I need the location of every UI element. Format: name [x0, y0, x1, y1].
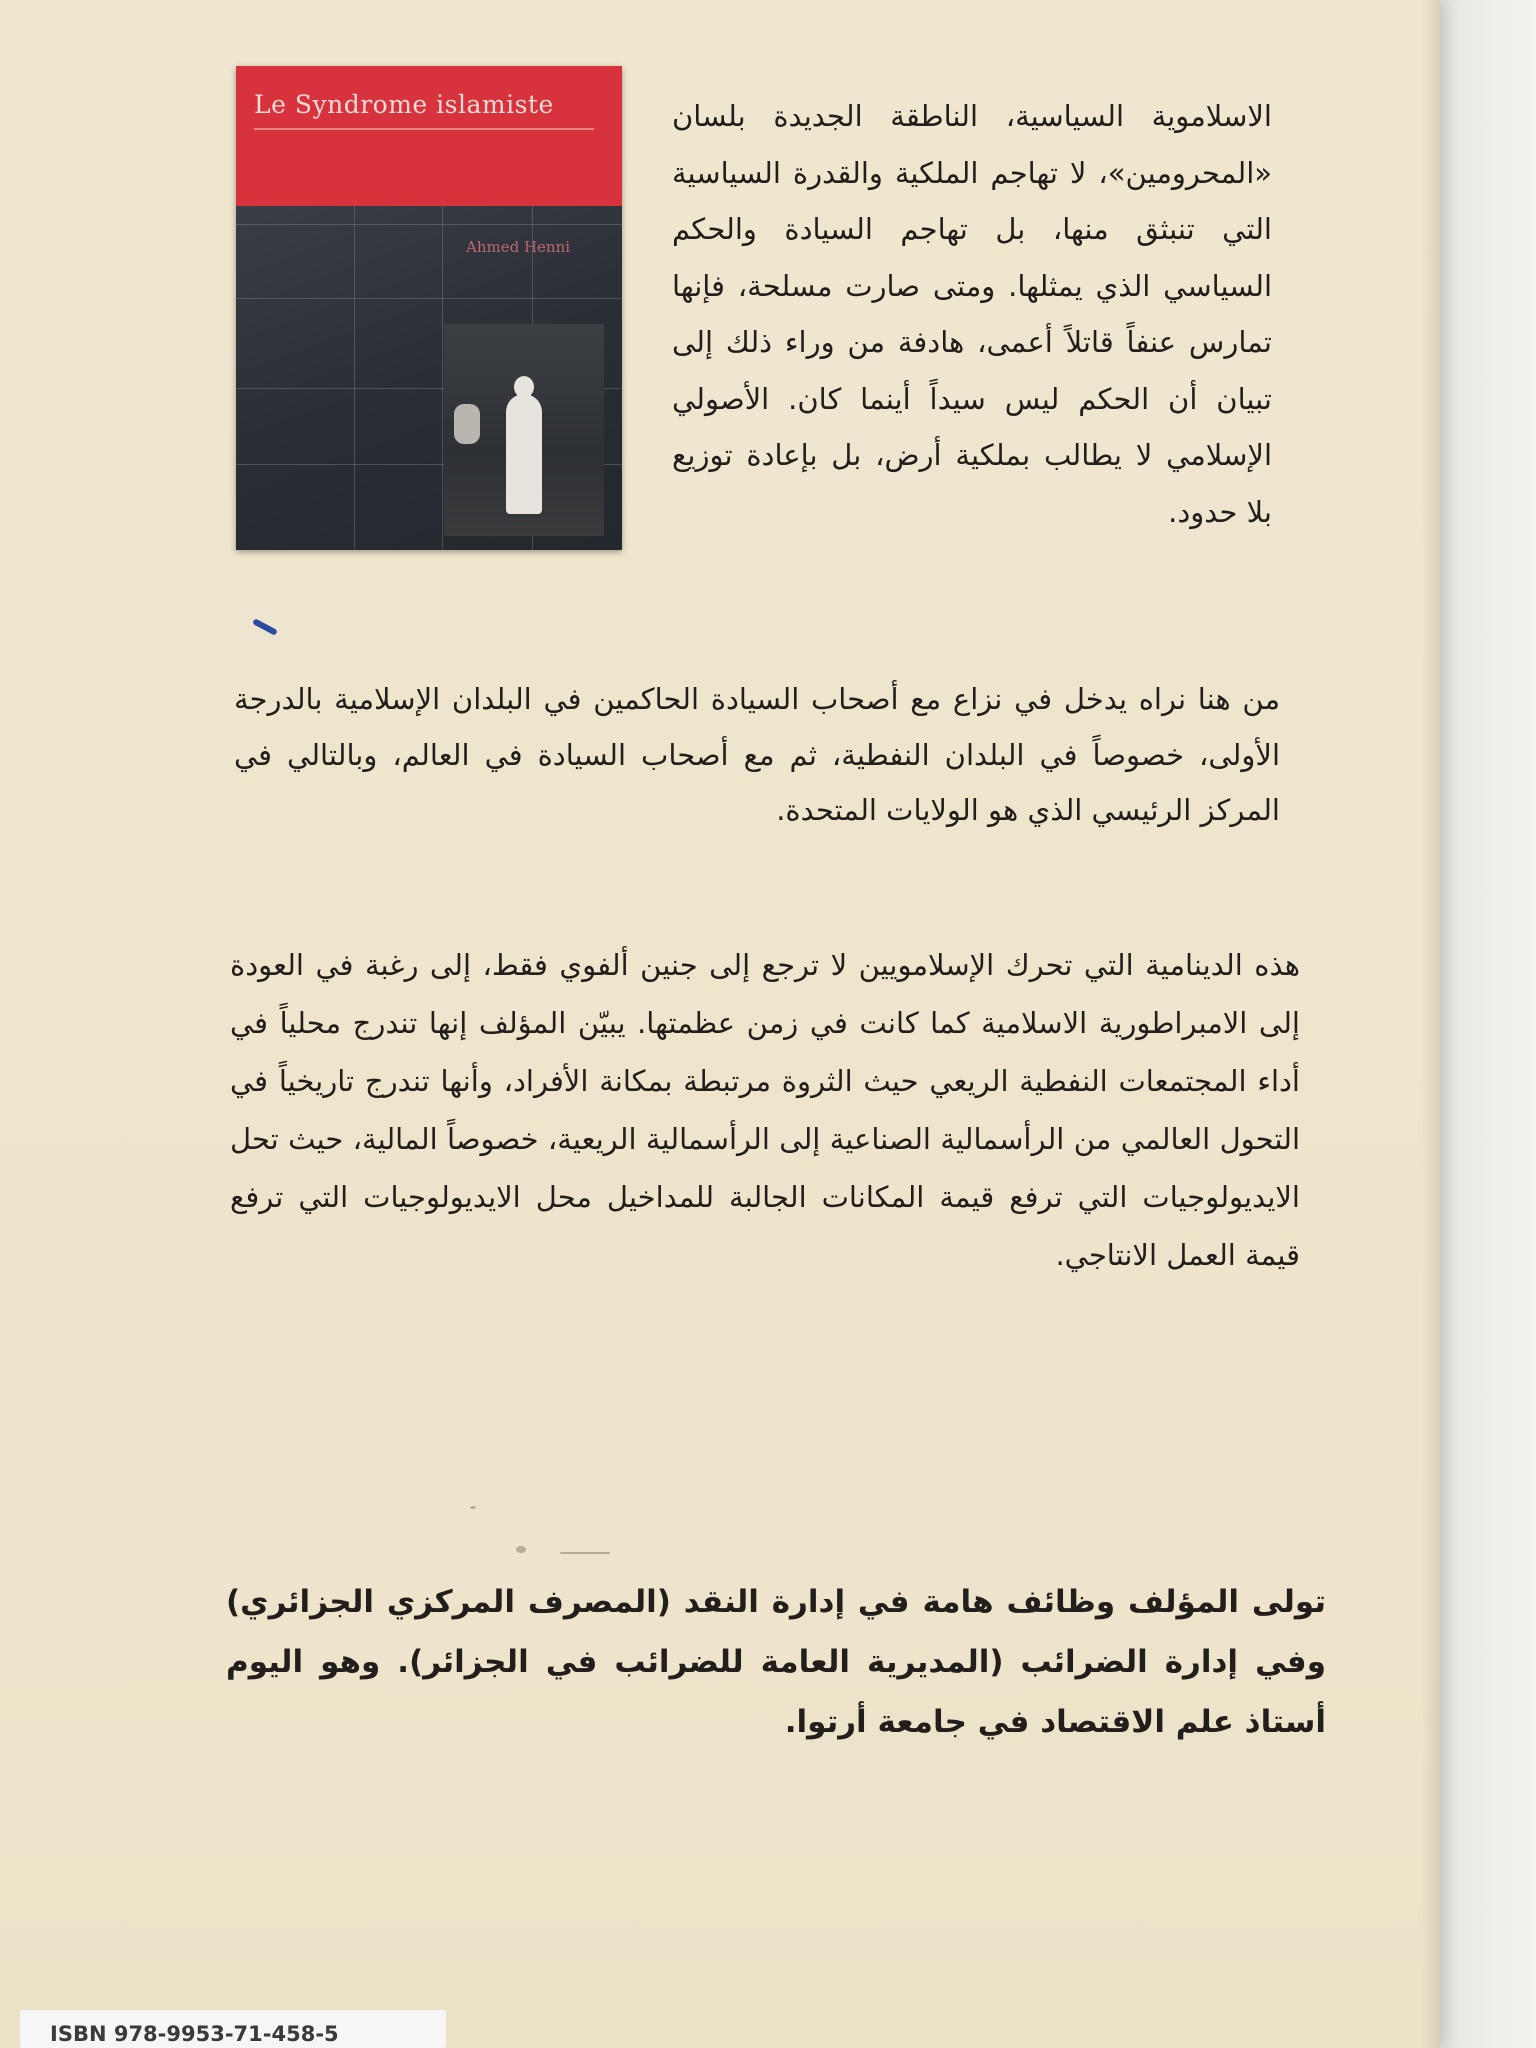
photo-figure-robed	[506, 394, 542, 514]
cover-photo	[444, 324, 604, 536]
blurb-paragraph-3: هذه الدينامية التي تحرك الإسلامويين لا ترجع إلى جنين ألفوي فقط، إلى رغبة في العودة إلى الامبراطورية الاسلامية كما كانت في زمن عظمتها. يبيّن المؤلف إنها تندرج محلياً في أداء المجتمعات النفطية الريعي حيث الثروة مرتبطة بمكانة الأفراد، وأنها تندرج تاريخياً في التحول العالمي من الرأسمالية الصناعية إلى الرأسمالية الريعية، خصوصاً المالية، حيث تحل الايديولوجيات التي ترفع قيمة المكانات الجالبة للمداخيل محل الايديولوجيات التي ترفع قيمة العمل الانتاجي.	[230, 948, 1300, 1272]
dust-speck	[470, 1506, 476, 1509]
cover-title: Le Syndrome islamiste	[254, 90, 554, 119]
ink-mark	[252, 618, 278, 636]
isbn-number: ISBN 978-9953-71-458-5	[50, 2022, 339, 2046]
dust-speck	[560, 1552, 610, 1554]
author-bio: تولى المؤلف وظائف هامة في إدارة النقد (المصرف المركزي الجزائري) وفي إدارة الضرائب (المديرية العامة للضرائب في الجزائر). وهو اليوم أستاذ علم الاقتصاد في جامعة أرتوا.	[226, 1584, 1326, 1740]
cover-subtitle-illegible	[254, 128, 594, 140]
cover-author: Ahmed Henni	[466, 238, 571, 256]
blurb-paragraph-1: الاسلاموية السياسية، الناطقة الجديدة بلسان «المحرومين»، لا تهاجم الملكية والقدرة السياسية التي تنبثق منها، بل تهاجم السيادة والحكم السياسي الذي يمثلها. ومتى صارت مسلحة، فإنها تمارس عنفاً قاتلاً أعمى، هادفة من وراء ذلك إلى تبيان أن الحكم ليس سيداً أينما كان. الأصولي الإسلامي لا يطالب بملكية أرض، بل بإعادة توزيع بلا حدود.	[672, 99, 1272, 529]
photo-background-figure	[454, 404, 480, 444]
cover-thumbnail-image	[236, 66, 622, 550]
blurb-paragraph-2: من هنا نراه يدخل في نزاع مع أصحاب السيادة الحاكمين في البلدان الإسلامية بالدرجة الأولى، خصوصاً في البلدان النفطية، ثم مع أصحاب السيادة في العالم، وبالتالي في المركز الرئيسي الذي هو الولايات المتحدة.	[234, 682, 1280, 827]
dust-speck	[516, 1546, 526, 1553]
